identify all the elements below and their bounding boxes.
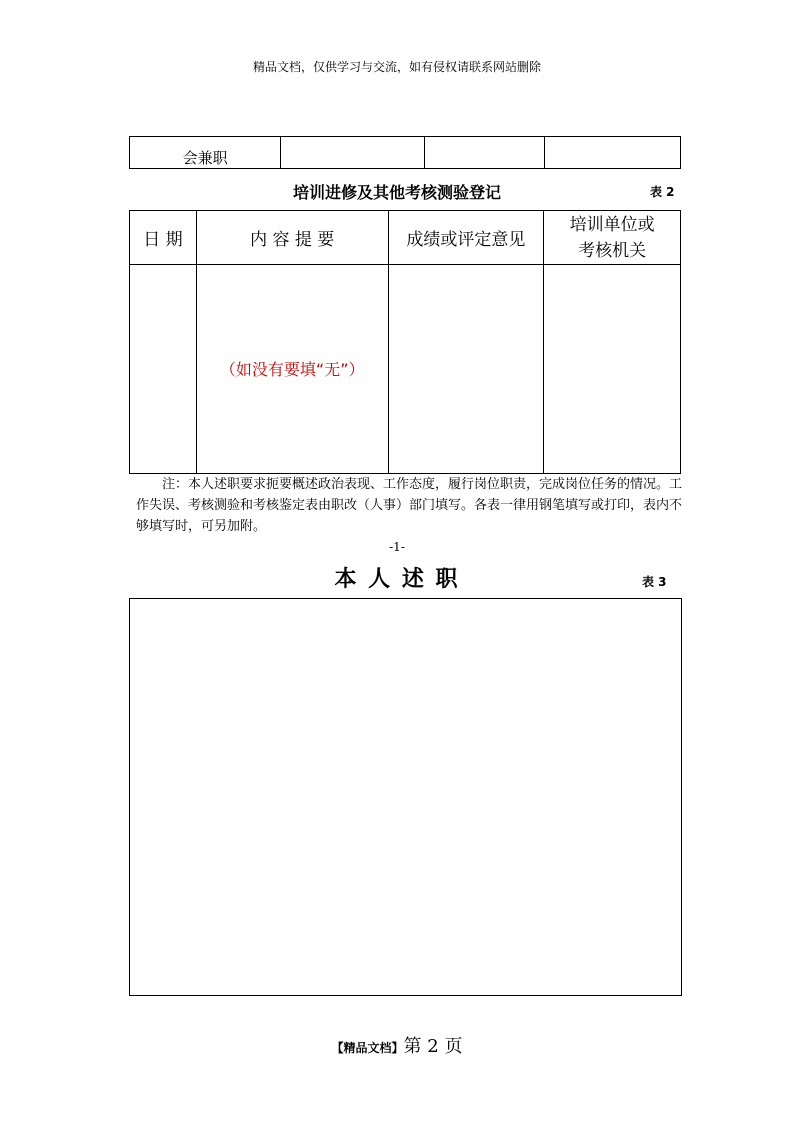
header-unit-line2: 考核机关 — [578, 240, 647, 261]
footer-page: 第 2 页 — [403, 1036, 463, 1057]
note-text: 注：本人述职要求扼要概述政治表现、工作态度，履行岗位职责，完成岗位任务的情况。工作失误、考核测验和考核鉴定表由职改（人事）部门填写。各表一律用钢笔填写或打印，表内不够填写时，可另加附。 — [136, 477, 683, 534]
top-table — [129, 136, 681, 169]
table2-title: 培训进修及其他考核测验登记 — [292, 183, 501, 202]
header-date: 日 期 — [130, 211, 197, 265]
table-cell — [425, 137, 544, 169]
table3-title: 本 人 述 职 — [334, 566, 460, 592]
table2-label: 表 2 — [650, 185, 675, 199]
header-content: 内 容 提 要 — [196, 211, 388, 265]
footer — [0, 1032, 794, 1058]
page-number: -1- — [389, 540, 405, 554]
footer-bracket: 【精品文档】 — [331, 1041, 404, 1055]
self-report-box — [129, 598, 682, 996]
table-cell — [544, 137, 680, 169]
header-unit — [544, 211, 681, 265]
header-result: 成绩或评定意见 — [388, 211, 544, 265]
table3-label: 表 3 — [642, 575, 667, 589]
table-cell-content — [196, 265, 388, 474]
training-table — [129, 210, 681, 474]
header-unit-line1: 培训单位或 — [569, 214, 655, 235]
fill-hint: （如没有要填“无”） — [219, 360, 365, 380]
table-cell — [130, 265, 197, 474]
table-cell — [388, 265, 544, 474]
table-cell — [544, 265, 681, 474]
table-cell — [281, 137, 425, 169]
table-cell-label: 会兼职 — [130, 137, 281, 169]
header-note: 精品文档，仅供学习与交流，如有侵权请联系网站删除 — [252, 60, 541, 74]
